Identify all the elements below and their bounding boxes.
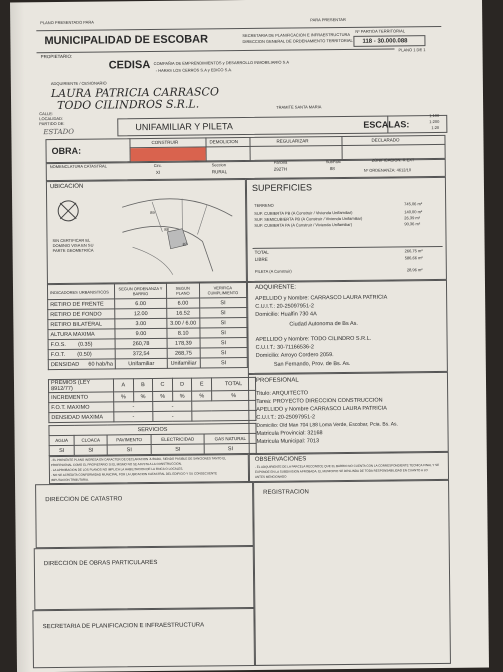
service-col: AGUA: [49, 435, 74, 445]
servicios-title: SERVICIOS: [49, 423, 256, 435]
cubierta-pb-label: SUP. CUBIERTA PB (A Construir / Vivienda Unifamiliar): [254, 209, 353, 216]
premio-col: D: [172, 378, 192, 391]
adquiriente-label: ADQUIRIENTE / CESIONARIO: [50, 80, 107, 87]
obs-line: EXPONDE EN LA SUBDIVISION APROBADA, EL MUNICIPIO SE DESLINDA DE TODA RESPONSABILIDAD EN CUANTO A LO: [254, 468, 428, 474]
cell: SI: [200, 338, 247, 348]
note-line: IMPUTACION TRIBUTARIA.: [50, 477, 89, 483]
cell: SI: [200, 348, 247, 358]
prof-line: C.U.I.T.: 20-25097951-2: [256, 414, 316, 421]
service-col: GAS NATURAL: [205, 433, 257, 444]
premio-col: A: [113, 379, 133, 392]
cell: %: [153, 391, 173, 401]
seccion-value: RURAL: [211, 169, 228, 175]
pileta-value: 28,96 m²: [406, 267, 423, 273]
adq-line: APELLIDO y Nombre: CARRASCO LAURA PATRICIA: [255, 294, 388, 302]
service-value: SI: [49, 445, 74, 455]
cell: %: [192, 391, 212, 401]
secretaria-box: [32, 608, 255, 668]
semicubierta-value: 26,39 m²: [404, 215, 421, 221]
note-line: - EL PRESENTE PLANO INGRESA EN CARACTER DE DECLARACION JURADA, SIENDO PASIBLE DE SANCIONES TANTO EL: [50, 456, 227, 463]
cell: 268,75: [167, 348, 200, 358]
total-label: TOTAL: [254, 249, 269, 255]
paper-fold-shadow: [10, 2, 31, 672]
secretaria-label: SECRETARIA DE PLANIFICACION E INFRAESTRUCTURA: [42, 622, 205, 631]
total-value: 266,75 m²: [404, 248, 423, 254]
company-desc-1: COMPAÑIA DE EMPRENDIMIENTOS y DESARROLLO INMOBILIARIO S.A: [153, 59, 290, 66]
subparcela-value: 88: [329, 166, 335, 172]
header-note-left: PLANO PRESENTADO PARA: [40, 19, 94, 26]
circ-label: Circ.: [153, 162, 162, 168]
municipal-plan-sheet: [10, 0, 489, 672]
localidad-label: LOCALIDAD:: [39, 115, 64, 122]
cell: [192, 400, 256, 411]
estado-label: ESTADO: [43, 127, 75, 137]
secretaria-header: SECRETARIA DE PLANIFICACION E INFRAESTRUCTURA: [242, 31, 351, 39]
note-line: - LA APROBACION DE LOS PLANOS NO IMPLICA LA HABILITACION DE LA FINCA O LOCALES.: [50, 466, 184, 473]
libre-value: 586,66 m²: [404, 255, 423, 261]
indicadores-table: [47, 282, 248, 370]
construir-label: CONSTRUIR: [151, 139, 179, 145]
company-desc-2: - HARAS LOS CERROS S.A y EDICO S.A.: [155, 67, 233, 73]
seccion-label: Seccion: [211, 162, 226, 168]
cell: -: [153, 401, 192, 411]
row-label: F.O.S. (0.35): [48, 339, 115, 350]
catastro-box: [35, 482, 254, 548]
direccion-header: DIRECCION GENERAL DE ORDENAMIENTO TERRITORIAL: [242, 37, 353, 45]
incremento-label: INCREMENTO: [49, 392, 114, 403]
building-type: UNIFAMILIAR Y PILETA: [135, 121, 233, 133]
cumplimiento-header: VERIFICA CUMPLIMIENTO: [199, 283, 247, 298]
cell: %: [172, 391, 192, 401]
cell: Unifamiliar: [115, 358, 167, 369]
adquirente-title: ADQUIRENTE:: [254, 284, 297, 291]
cell: -: [114, 401, 153, 411]
parcela-value: 2927H: [273, 166, 288, 172]
declarado-label: DECLARADO: [371, 137, 400, 143]
premio-col: B: [133, 378, 153, 391]
cell: SI: [199, 318, 246, 328]
semicubierta-label: SUP. SEMICUBIERTA PB (A Construir / Vivienda Unifamiliar): [254, 215, 363, 222]
note-line: PROFESIONAL COMO EL PROPIETARIO SI EL MISMO NO SE AJUSTA A LA CONSTRUCCION.: [50, 461, 182, 468]
service-col: PAVIMENTO: [107, 435, 151, 445]
scale-2: 1:200: [429, 118, 440, 125]
ordenanza-label: Nº ORDENANZA: 4612/10: [363, 167, 412, 173]
north-arrow-icon: [54, 195, 82, 227]
propietario-label: PROPIETARIO:: [40, 53, 73, 60]
header-note-right: PARA PRESENTAR: [310, 16, 346, 23]
cell: 178,39: [167, 338, 200, 348]
cell: SI: [200, 358, 247, 368]
terreno-label: TERRENO: [254, 202, 274, 208]
cell: 9.00: [115, 328, 167, 339]
cell: %: [114, 392, 134, 402]
prof-line: Matricula Provincial: 32168: [256, 430, 323, 437]
zonificacion-label: ZONIFICACION: R EXT: [371, 157, 415, 163]
row-label: RETIRO DE FRENTE: [48, 299, 115, 310]
regularizar-label: REGULARIZAR: [276, 138, 309, 144]
cell: 16.52: [167, 308, 200, 318]
prof-line: Titulo: ARQUITECTO: [256, 390, 309, 397]
registracion-box: [253, 480, 451, 666]
escalas-label: ESCALAS:: [363, 119, 410, 130]
demolicion-label: DEMOLICION: [209, 139, 239, 145]
table-row: [49, 410, 256, 422]
municipality-title: MUNICIPALIDAD DE ESCOBAR: [44, 33, 209, 48]
cell: 6.00: [115, 298, 167, 309]
premio-col: E: [192, 378, 212, 391]
ordenanza-header: SEGUN ORDENANZA Y BARRIO: [115, 283, 167, 299]
adq-line: C.U.I.T.: 30-71166536-2: [255, 344, 314, 351]
terreno-value: 745,06 m²: [404, 201, 423, 207]
plano-header: SEGUN PLANO: [166, 283, 199, 298]
partida-value: 118 - 30.000.088: [362, 38, 408, 45]
densidad-max-label: DENSIDAD MAXIMA: [49, 412, 114, 423]
service-col: CLOACA: [74, 435, 107, 445]
parcela-label: Parcela: [273, 159, 288, 165]
service-value: SI: [205, 443, 257, 454]
catastro-label: DIRECCION DE CATASTRO: [45, 496, 123, 504]
adq-line: Ciudad Autonoma de Bs As.: [289, 320, 358, 328]
servicios-table: [48, 423, 256, 456]
subparcela-label: SubParc: [325, 159, 342, 165]
cell: 12.00: [115, 308, 167, 319]
adq-line: APELLIDO y Nombre: TODO CILINDRO S.R.L.: [255, 335, 372, 343]
cell: 8.10: [167, 328, 200, 338]
indicadores-header: INDICADORES URBANISTICOS: [47, 284, 114, 300]
cell: %: [133, 391, 153, 401]
cell: 6.00: [167, 298, 200, 308]
cell: [192, 410, 256, 421]
obras-label: DIRECCION DE OBRAS PARTICULARES: [43, 559, 158, 568]
ubicacion-label: UBICACION: [49, 183, 84, 191]
cell: SI: [200, 328, 247, 338]
pileta-label: PILETA (A Construir): [254, 268, 292, 274]
nomenclatura-label: NOMENCLATURA CATASTRAL: [49, 163, 107, 170]
table-row: [48, 358, 247, 370]
lot-87: 87: [182, 241, 188, 247]
service-value: SI: [74, 445, 107, 455]
premio-col: C: [153, 378, 173, 391]
adquiriente-name-2: TODO CILINDROS S.R.L.: [57, 97, 200, 112]
prof-line: Domicilio: Old Man 704 L88 Loma Verde, Escobar, Pcia. Bs. As.: [256, 421, 398, 429]
cell: 3.00 / 6.00: [167, 318, 200, 328]
prof-line: Tarea: PROYECTO DIRECCION CONSTRUCCION: [256, 397, 383, 405]
premios-table: [48, 377, 256, 423]
row-label: RETIRO DE FONDO: [48, 309, 115, 320]
scale-1: 1:100: [429, 112, 440, 119]
obs-line: ANTES MENCIONADO: [254, 474, 287, 479]
cell: 372,54: [115, 348, 167, 359]
divider: [37, 48, 395, 53]
obra-label: OBRA:: [51, 145, 82, 157]
lot-88: 88: [164, 226, 169, 232]
cell: 260,78: [115, 338, 167, 349]
note-line: - NO SE ACREDITA CONFORMIDAD MUNICIPAL POR LA UBICACION CATASTRAL DEL EDIFICIO Y SU CONSECUENTE: [50, 471, 218, 478]
service-value: SI: [151, 444, 205, 455]
prof-line: APELLIDO y Nombre CARRASCO LAURA PATRICIA: [256, 405, 387, 413]
fot-max-label: F.O.T. MAXIMO: [49, 402, 114, 413]
obras-box: [34, 546, 255, 610]
premios-label: PREMIOS (LEY 8912/77): [48, 379, 113, 393]
circ-value: XI: [155, 169, 161, 175]
row-label: DENSIDAD 60 hab/ha: [48, 359, 115, 370]
construir-marked-cell: [131, 147, 206, 161]
partido-label: PARTIDO DE:: [39, 120, 65, 127]
service-value: SI: [107, 445, 151, 455]
libre-label: LIBRE: [254, 256, 268, 262]
calle-label: CALLE:: [39, 111, 54, 117]
cubierta-pa-label: SUP. CUBIERTA PA (A Construir / Vivienda Unifamiliar): [254, 221, 353, 228]
adq-line: C.U.I.T.: 20-25097951-2: [255, 303, 314, 310]
lot-89: 89: [150, 209, 155, 216]
obs-line: - EL ADQUIRIENTE DE LA PARCELA RECONOCE QUE EL BARRIO NO CUENTA CON LA CORRESPONDIENTE TECNICA FINAL Y SE: [254, 463, 440, 469]
scale-3: 1:20: [431, 124, 440, 131]
company-name: CEDISA: [108, 59, 151, 72]
premio-col: TOTAL: [211, 377, 255, 390]
partida-label: Nº PARTIDA TERRITORIAL: [355, 28, 405, 34]
certification-note: SIN CERTIFICAR EL DOMINIO VISA EN SU PARTE GEOMETRICA: [52, 237, 94, 254]
site-location-sketch: [112, 186, 243, 277]
row-label: ALTURA MAXIMA: [48, 329, 115, 340]
adq-line: Domicilio: Arroyo Cordero 2059.: [255, 352, 334, 359]
adq-line: San Fernando, Prov. de Bs. As.: [273, 360, 351, 368]
stamp-text: TRAMITE SANTA MARIA: [276, 104, 322, 110]
cell: SI: [199, 308, 246, 318]
cell: -: [114, 411, 153, 421]
cell: SI: [199, 298, 246, 308]
cell: Unifamiliar: [167, 358, 200, 368]
cell: 3.00: [115, 318, 167, 329]
adquiriente-name-1: LAURA PATRICIA CARRASCO: [50, 85, 220, 101]
cubierta-pb-value: 140,00 m²: [404, 209, 423, 215]
row-label: RETIRO BILATERAL: [48, 319, 115, 330]
service-col: ELECTRICIDAD: [151, 434, 205, 445]
observaciones-title: OBSERVACIONES: [254, 456, 307, 463]
cell: %: [212, 390, 256, 400]
adq-line: Domicilio: Hualfin 730 4A: [255, 311, 317, 318]
registracion-label: REGISTRACION: [263, 489, 309, 496]
cell: -: [153, 411, 192, 421]
row-label: F.O.T. (0.50): [48, 349, 115, 360]
cubierta-pa-value: 90,36 m²: [404, 221, 421, 227]
prof-line: Matricula Municipal: 7013: [256, 438, 320, 445]
plano-label: PLANO 1 DE 1: [398, 47, 426, 53]
profesional-title: PROFESIONAL: [255, 377, 299, 384]
superficies-title: SUPERFICIES: [251, 182, 313, 193]
